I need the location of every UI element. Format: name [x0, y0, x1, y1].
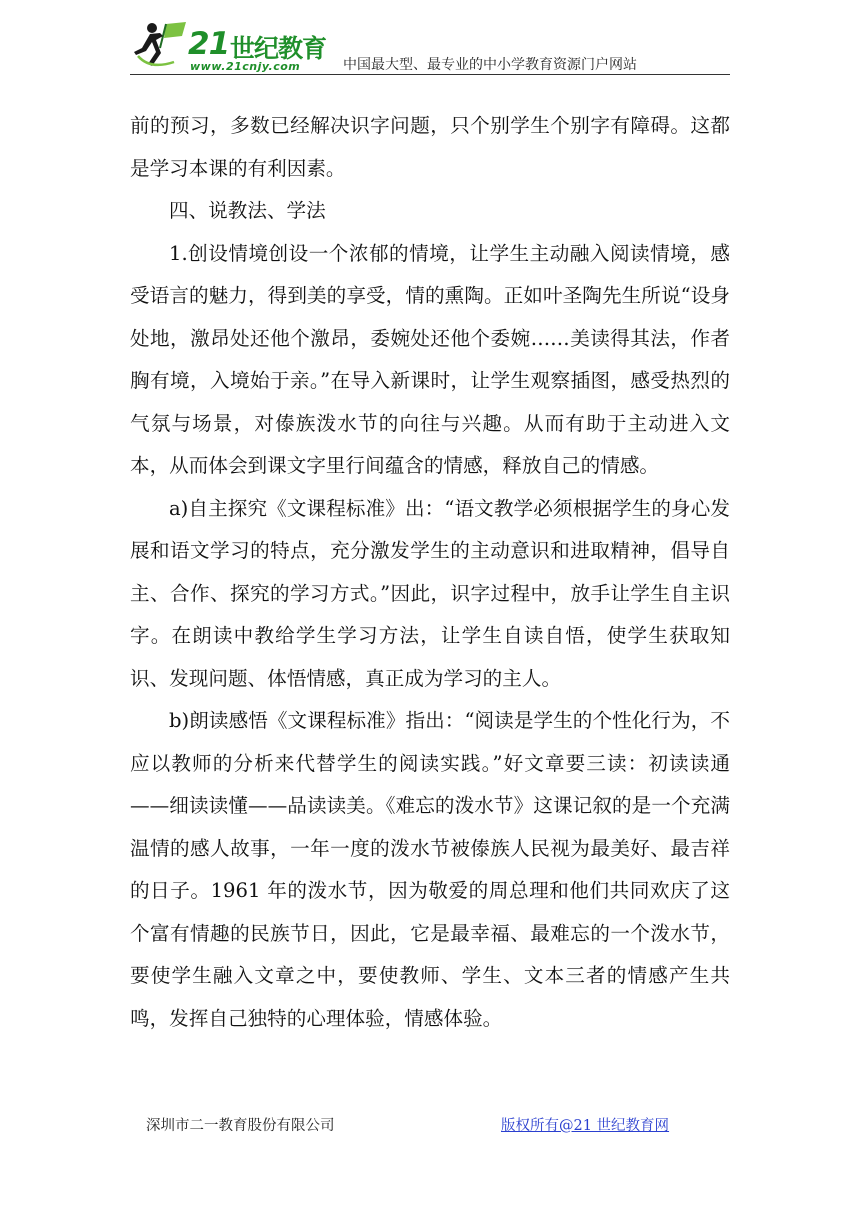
logo-number: 21	[188, 26, 230, 62]
site-logo[interactable]	[130, 18, 330, 74]
footer-company: 深圳市二一教育股份有限公司	[146, 1118, 335, 1134]
logo-url: www.21cnjy.com	[190, 60, 301, 73]
footer-copyright-link[interactable]: 版权所有@21 世纪教育网	[501, 1118, 670, 1134]
paragraph: 1.创设情境创设一个浓郁的情境，让学生主动融入阅读情境，感受语言的魅力，得到美的享受，情的熏陶。正如叶圣陶先生所说“设身处地，激昂处还他个激昂，委婉处还他个委婉……美读得其法，作者胸有境，入境始于亲。”在导入新课时，让学生观察插图，感受热烈的气氛与场景，对傣族泼水节的向往与兴趣。从而有助于主动进入文本，从而体会到课文字里行间蕴含的情感，释放自己的情感。	[130, 241, 730, 477]
header-divider	[130, 74, 730, 75]
document-body	[130, 105, 730, 1040]
paragraph: 前的预习，多数已经解决识字问题，只个别学生个别字有障碍。这都是学习本课的有利因素。	[130, 114, 730, 180]
paragraph: a)自主探究《文课程标准》出：“语文教学必须根据学生的身心发展和语文学习的特点，充分激发学生的主动意识和进取精神，倡导自主、合作、探究的学习方式。”因此，识字过程中，放手让学生自主识字。在朗读中教给学生学习方法，让学生自读自悟，使学生获取知识、发现问题、体悟情感，真正成为学习的主人。	[130, 496, 730, 690]
runner-icon	[130, 18, 190, 74]
section-heading: 四、说教法、学法	[169, 199, 326, 222]
paragraph: b)朗读感悟《文课程标准》指出：“阅读是学生的个性化行为，不应以教师的分析来代替学生的阅读实践。”好文章要三读：初读读通——细读读懂——品读读美。《难忘的泼水节》这课记叙的是一个充满温情的感人故事，一年一度的泼水节被傣族人民视为最美好、最吉祥的日子。1961 年的泼水节，因为敬爱的周总理和他们共同欢庆了这个富有情趣的民族节日，因此，它是最幸福、最难忘的一个泼水节，要使学生融入文章之中，要使教师、学生、文本三者的情感产生共鸣，发挥自己独特的心理体验，情感体验。	[130, 709, 730, 1030]
logo-text: 世纪教育	[230, 34, 327, 63]
header-tagline: 中国最大型、最专业的中小学教育资源门户网站	[343, 57, 637, 73]
page-header	[130, 18, 730, 74]
